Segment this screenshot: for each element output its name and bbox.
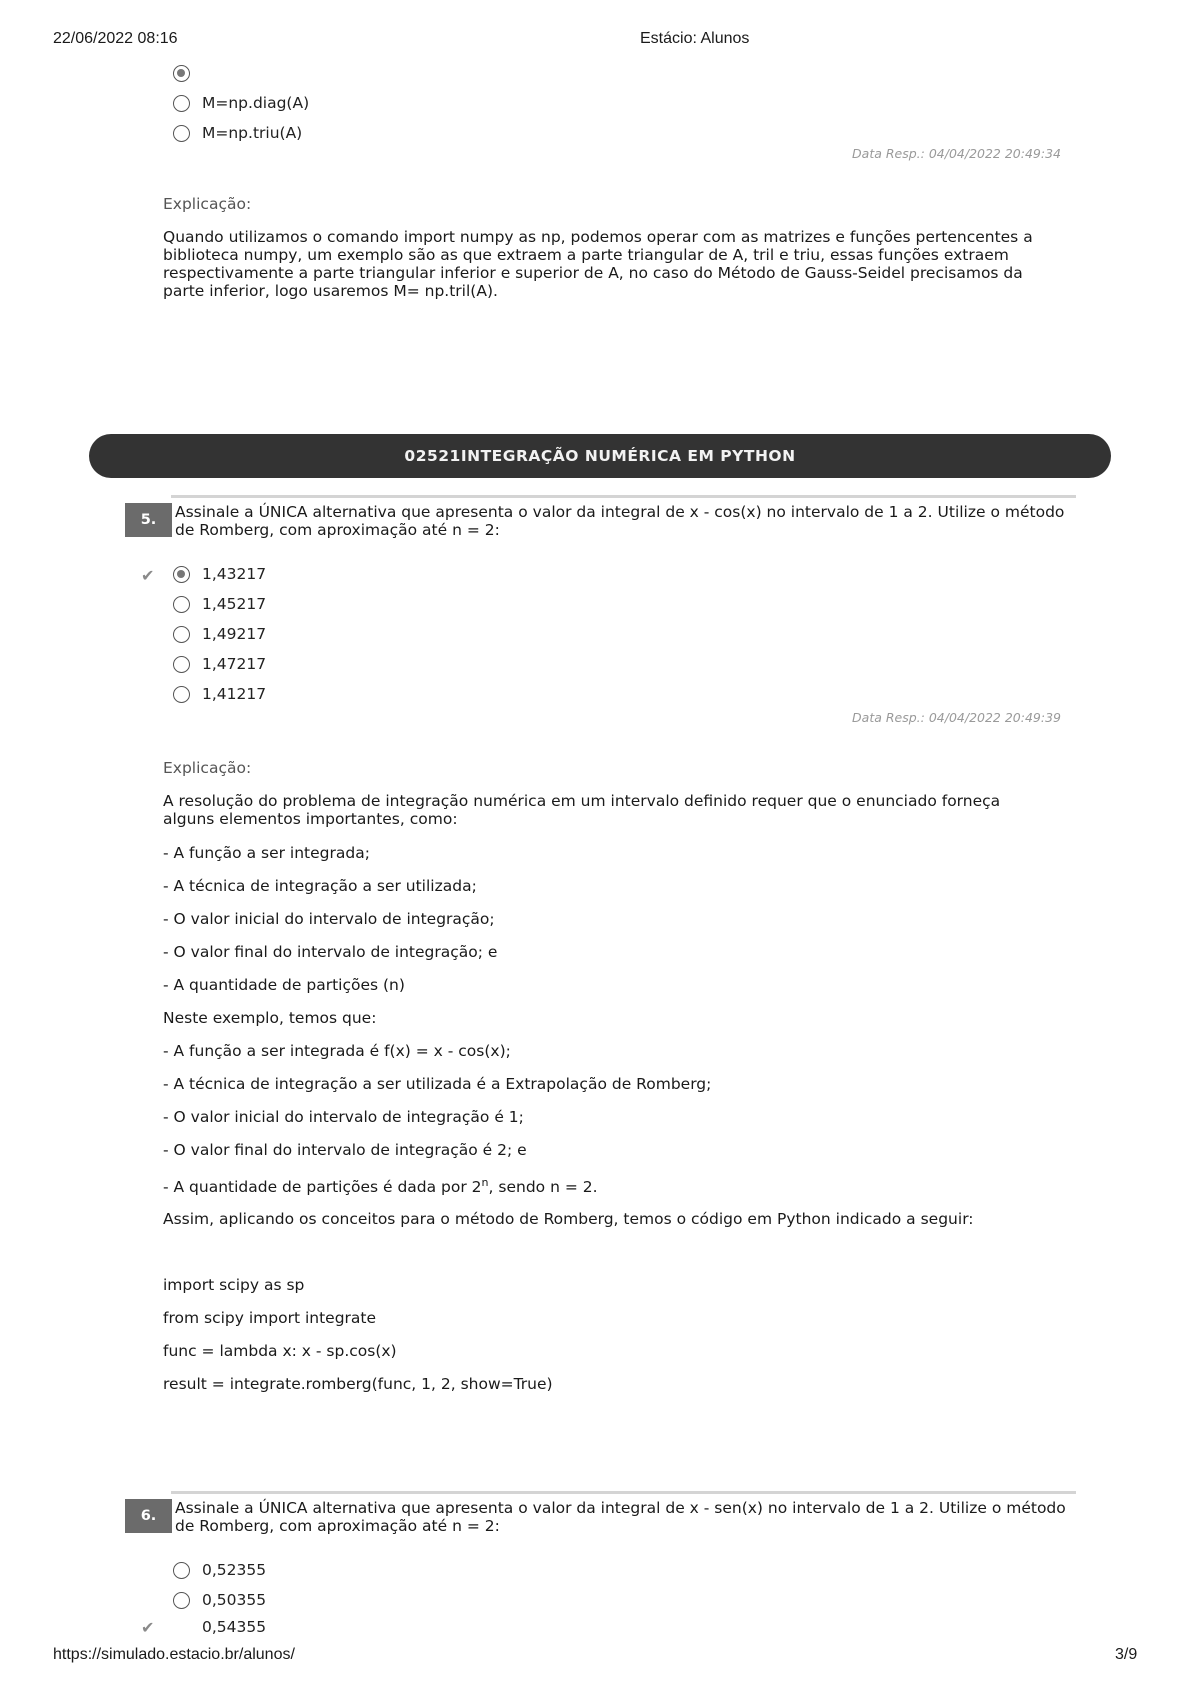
code-line: import scipy as sp <box>163 1276 305 1294</box>
q5-option-5-label: 1,41217 <box>202 685 267 703</box>
q6-number-badge: 6. <box>125 1499 172 1533</box>
q5-question-text: Assinale a ÚNICA alternativa que apresenta o valor da integral de x - cos(x) no intervalo de 1 a 2. Utilize o método de Romberg, com aproximação até n = 2: <box>175 503 1065 539</box>
q6-option-1[interactable] <box>173 1559 266 1581</box>
radio-icon[interactable] <box>173 596 190 613</box>
q5-explanation-line: - A função a ser integrada é f(x) = x - cos(x); <box>163 1042 511 1060</box>
radio-placeholder <box>173 1619 190 1636</box>
q5-option-1-label: 1,43217 <box>202 565 267 583</box>
code-line: result = integrate.romberg(func, 1, 2, show=True) <box>163 1375 553 1393</box>
radio-icon[interactable] <box>173 626 190 643</box>
radio-icon[interactable] <box>173 656 190 673</box>
q6-option-3[interactable] <box>173 1616 266 1638</box>
radio-icon[interactable] <box>173 686 190 703</box>
q5-explanation-intro: A resolução do problema de integração numérica em um intervalo definido requer que o enunciado forneça alguns elementos importantes, como: <box>163 792 1001 828</box>
check-icon: ✔ <box>141 1618 155 1637</box>
q4-explanation-text: Quando utilizamos o comando import numpy as np, podemos operar com as matrizes e funções pertencentes a biblioteca numpy, um exemplo são as que extraem a parte triangular de A, tril e triu, essas funções extraem respectivamente a parte triangular inferior e superior de A, no caso do Método de Gauss-Seidel precisamos da parte inferior, logo usaremos M= np.tril(A). <box>163 228 1033 300</box>
q6-divider <box>171 1491 1076 1494</box>
q5-explanation-line: - O valor final do intervalo de integração é 2; e <box>163 1141 527 1159</box>
print-datetime: 22/06/2022 08:16 <box>53 30 178 47</box>
q4-explanation-label: Explicação: <box>163 195 252 213</box>
radio-icon[interactable] <box>173 95 190 112</box>
partitions-exponent: n <box>481 1176 489 1189</box>
q5-option-3[interactable] <box>173 623 266 645</box>
q5-option-4-label: 1,47217 <box>202 655 267 673</box>
q5-explanation-line: Neste exemplo, temos que: <box>163 1009 377 1027</box>
q5-answer-date: Data Resp.: 04/04/2022 20:49:39 <box>852 710 1061 725</box>
q5-option-1[interactable] <box>173 563 266 585</box>
radio-icon[interactable] <box>173 1562 190 1579</box>
print-page-title: Estácio: Alunos <box>640 30 750 47</box>
code-line: func = lambda x: x - sp.cos(x) <box>163 1342 397 1360</box>
q5-option-4[interactable] <box>173 653 266 675</box>
q6-question-text: Assinale a ÚNICA alternativa que apresenta o valor da integral de x - sen(x) no intervalo de 1 a 2. Utilize o método de Romberg, com aproximação até n = 2: <box>175 1499 1066 1535</box>
q5-explanation-line: - A função a ser integrada; <box>163 844 370 862</box>
q5-explanation-line: - A técnica de integração a ser utilizada é a Extrapolação de Romberg; <box>163 1075 712 1093</box>
radio-icon[interactable] <box>173 125 190 142</box>
q5-explanation-line: - O valor inicial do intervalo de integração é 1; <box>163 1108 524 1126</box>
check-icon: ✔ <box>141 566 155 585</box>
q4-option-2-label: M=np.diag(A) <box>202 94 310 112</box>
code-line: from scipy import integrate <box>163 1309 377 1327</box>
q5-code-intro: Assim, aplicando os conceitos para o método de Romberg, temos o código em Python indicado a seguir: <box>163 1210 974 1228</box>
partitions-suffix: , sendo n = 2. <box>488 1178 598 1197</box>
q5-option-5[interactable] <box>173 683 266 705</box>
print-page-number: 3/9 <box>1115 1646 1138 1663</box>
radio-icon[interactable] <box>173 1592 190 1609</box>
q6-option-3-label: 0,54355 <box>202 1618 267 1636</box>
print-url: https://simulado.estacio.br/alunos/ <box>53 1646 295 1663</box>
q5-option-3-label: 1,49217 <box>202 625 267 643</box>
radio-selected-icon[interactable] <box>173 566 190 583</box>
q5-number-badge: 5. <box>125 503 172 537</box>
q6-option-2[interactable] <box>173 1589 266 1611</box>
q4-option-3[interactable] <box>173 122 302 144</box>
q5-partitions-line <box>163 1176 598 1196</box>
section-header: 02521INTEGRAÇÃO NUMÉRICA EM PYTHON <box>89 434 1111 478</box>
q6-option-1-label: 0,52355 <box>202 1561 267 1579</box>
q5-explanation-line: - O valor final do intervalo de integração; e <box>163 943 498 961</box>
q5-option-2[interactable] <box>173 593 266 615</box>
q4-answer-date: Data Resp.: 04/04/2022 20:49:34 <box>852 146 1061 161</box>
q5-explanation-line: - A quantidade de partições (n) <box>163 976 405 994</box>
q5-explanation-line: - A técnica de integração a ser utilizada; <box>163 877 477 895</box>
q5-option-2-label: 1,45217 <box>202 595 267 613</box>
q6-option-2-label: 0,50355 <box>202 1591 267 1609</box>
q5-divider <box>171 495 1076 498</box>
q4-option-3-label: M=np.triu(A) <box>202 124 303 142</box>
radio-selected-icon[interactable] <box>173 65 190 82</box>
q5-explanation-line: - O valor inicial do intervalo de integração; <box>163 910 495 928</box>
q5-explanation-label: Explicação: <box>163 759 252 777</box>
q4-option-1[interactable] <box>173 62 202 84</box>
partitions-prefix: - A quantidade de partições é dada por 2 <box>163 1178 482 1197</box>
q4-option-2[interactable] <box>173 92 309 114</box>
